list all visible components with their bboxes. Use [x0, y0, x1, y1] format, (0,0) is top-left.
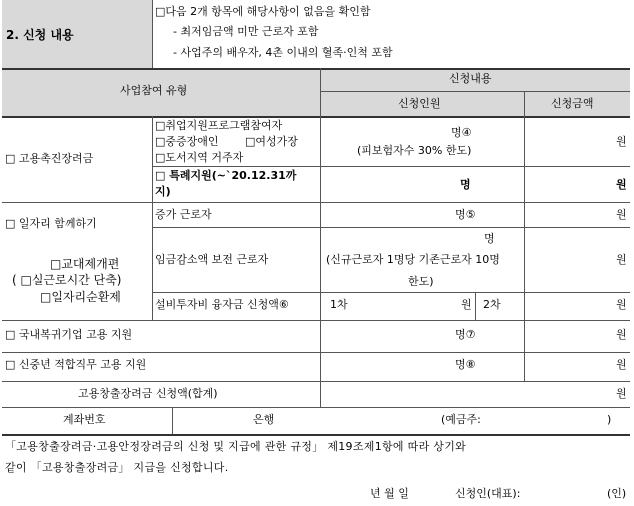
- bank-label: 은행: [253, 413, 275, 426]
- equipment-first-label: 1차: [330, 298, 348, 311]
- female-head-checkbox[interactable]: □여성가장: [245, 135, 298, 148]
- check-item-family: - 사업주의 배우자, 4촌 이내의 혈족·인척 포함: [173, 46, 393, 59]
- account-label: 계좌번호: [63, 413, 106, 426]
- special-won: 원: [616, 178, 627, 191]
- job-rotation-checkbox[interactable]: □일자리순환제: [40, 290, 121, 304]
- program-participant-checkbox[interactable]: □취업지원프로그램참여자: [155, 119, 283, 132]
- equipment-second-won: 원: [616, 298, 627, 311]
- apply-content-header: 신청내용: [449, 72, 492, 85]
- special-support-checkbox[interactable]: □ 특례지원(~`20.12.31까: [155, 169, 297, 182]
- wage-comp-label: 임금감소액 보전 근로자: [155, 253, 269, 266]
- reshoring-won: 원: [616, 328, 627, 341]
- statement-line1: 「고용창출장려금·고용안정장려금의 신청 및 지급에 관한 규정」 제19조제1항에 따라 상기와: [5, 440, 467, 453]
- check-item-min-wage: - 최저임금액 미만 근로자 포함: [173, 25, 319, 38]
- reshoring-checkbox[interactable]: □ 국내복귀기업 고용 지원: [5, 328, 133, 341]
- row1-count: 명④: [451, 126, 472, 139]
- wage-comp-note2: 한도): [408, 275, 434, 288]
- increase-workers-count: 명⑤: [455, 208, 476, 221]
- row1-won: 원: [616, 135, 627, 148]
- holder-close: ): [607, 413, 612, 426]
- job-sharing-checkbox[interactable]: □ 일자리 함께하기: [5, 217, 97, 230]
- severe-disability-checkbox[interactable]: □중증장애인: [155, 135, 219, 148]
- signature-seal: (인): [607, 487, 627, 500]
- equipment-loan-label: 설비투자비 융자금 신청액⑥: [155, 298, 289, 311]
- equipment-second-label: 2차: [483, 298, 501, 311]
- equipment-first-won: 원: [461, 298, 472, 311]
- wage-comp-count: 명: [484, 232, 495, 245]
- row1-count-note: (피보험자수 30% 한도): [357, 144, 472, 157]
- statement-line2: 같이 「고용창출장려금」 지급을 신청합니다.: [5, 461, 229, 474]
- increase-workers-won: 원: [616, 208, 627, 221]
- hours-reduction-checkbox[interactable]: ( □실근로시간 단축): [12, 273, 122, 287]
- amount-header: 신청금액: [551, 97, 594, 110]
- island-resident-checkbox[interactable]: □도서지역 거주자: [155, 151, 244, 164]
- total-label: 고용창출장려금 신청액(합계): [78, 387, 218, 400]
- total-won: 원: [616, 387, 627, 400]
- employment-promotion-checkbox[interactable]: □ 고용촉진장려금: [5, 152, 94, 165]
- reshoring-count: 명⑦: [455, 328, 476, 341]
- wage-comp-note1: (신규근로자 1명당 기존근로자 10명: [326, 253, 500, 266]
- middle-age-checkbox[interactable]: □ 신중년 적합직무 고용 지원: [5, 358, 147, 371]
- holder-label: (예금주:: [441, 413, 481, 426]
- applicants-header: 신청인원: [398, 97, 441, 110]
- header-cell: [2, 68, 630, 116]
- wage-comp-won: 원: [616, 253, 627, 266]
- type-header: 사업참여 유형: [120, 84, 188, 97]
- no-issue-checkbox[interactable]: □다음 2개 항목에 해당사항이 없음을 확인함: [155, 5, 371, 18]
- signature-date: 년 월 일: [370, 487, 409, 500]
- shift-reform-checkbox[interactable]: □교대제개편: [50, 257, 120, 271]
- section-label: 2. 신청 내용: [6, 28, 74, 42]
- middle-age-won: 원: [616, 358, 627, 371]
- signature-applicant: 신청인(대표):: [455, 487, 521, 500]
- special-support-cont: 지): [155, 185, 171, 198]
- middle-age-count: 명⑧: [455, 358, 476, 371]
- increase-workers-label: 증가 근로자: [155, 208, 212, 221]
- special-count: 명: [460, 178, 471, 191]
